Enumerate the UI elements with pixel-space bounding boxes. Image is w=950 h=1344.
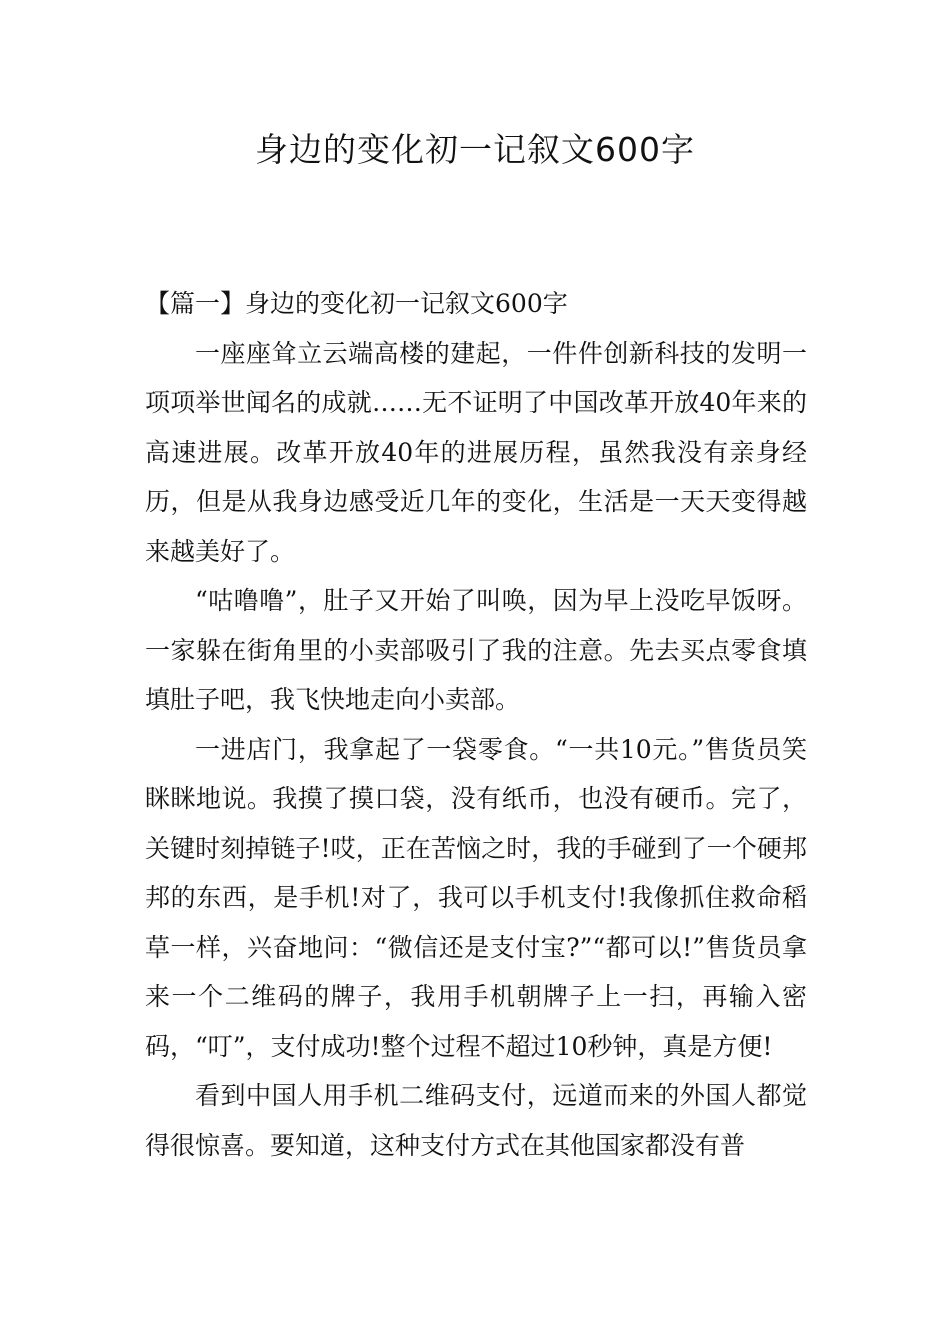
paragraph-1: 一座座耸立云端高楼的建起，一件件创新科技的发明一项项举世闻名的成就……无不证明了中国改革开放40年来的高速进展。改革开放40年的进展历程，虽然我没有亲身经历，但是从我身边感受近几年的变化，生活是一天天变得越来越美好了。	[145, 338, 807, 566]
paragraph-4: 看到中国人用手机二维码支付，远道而来的外国人都觉得很惊喜。要知道，这种支付方式在其他国家都没有普	[145, 1081, 807, 1160]
paragraph-2: “咕噜噜”，肚子又开始了叫唤，因为早上没吃早饭呀。一家躲在街角里的小卖部吸引了我的注意。先去买点零食填填肚子吧，我飞快地走向小卖部。	[145, 586, 807, 714]
document-title: 身边的变化初一记叙文600字	[255, 130, 695, 169]
paragraph-3: 一进店门，我拿起了一袋零食。“一共10元。”售货员笑眯眯地说。我摸了摸口袋，没有纸币，也没有硬币。完了，关键时刻掉链子!哎，正在苦恼之时，我的手碰到了一个硬邦邦的东西，是手机!对了，我可以手机支付!我像抓住救命稻草一样，兴奋地问：“微信还是支付宝?”“都可以!”售货员拿来一个二维码的牌子，我用手机朝牌子上一扫，再输入密码，“叮”，支付成功!整个过程不超过10秒钟，真是方便!	[145, 734, 807, 1061]
section-heading: 【篇一】身边的变化初一记叙文600字	[145, 289, 568, 318]
document-body	[145, 279, 807, 1170]
